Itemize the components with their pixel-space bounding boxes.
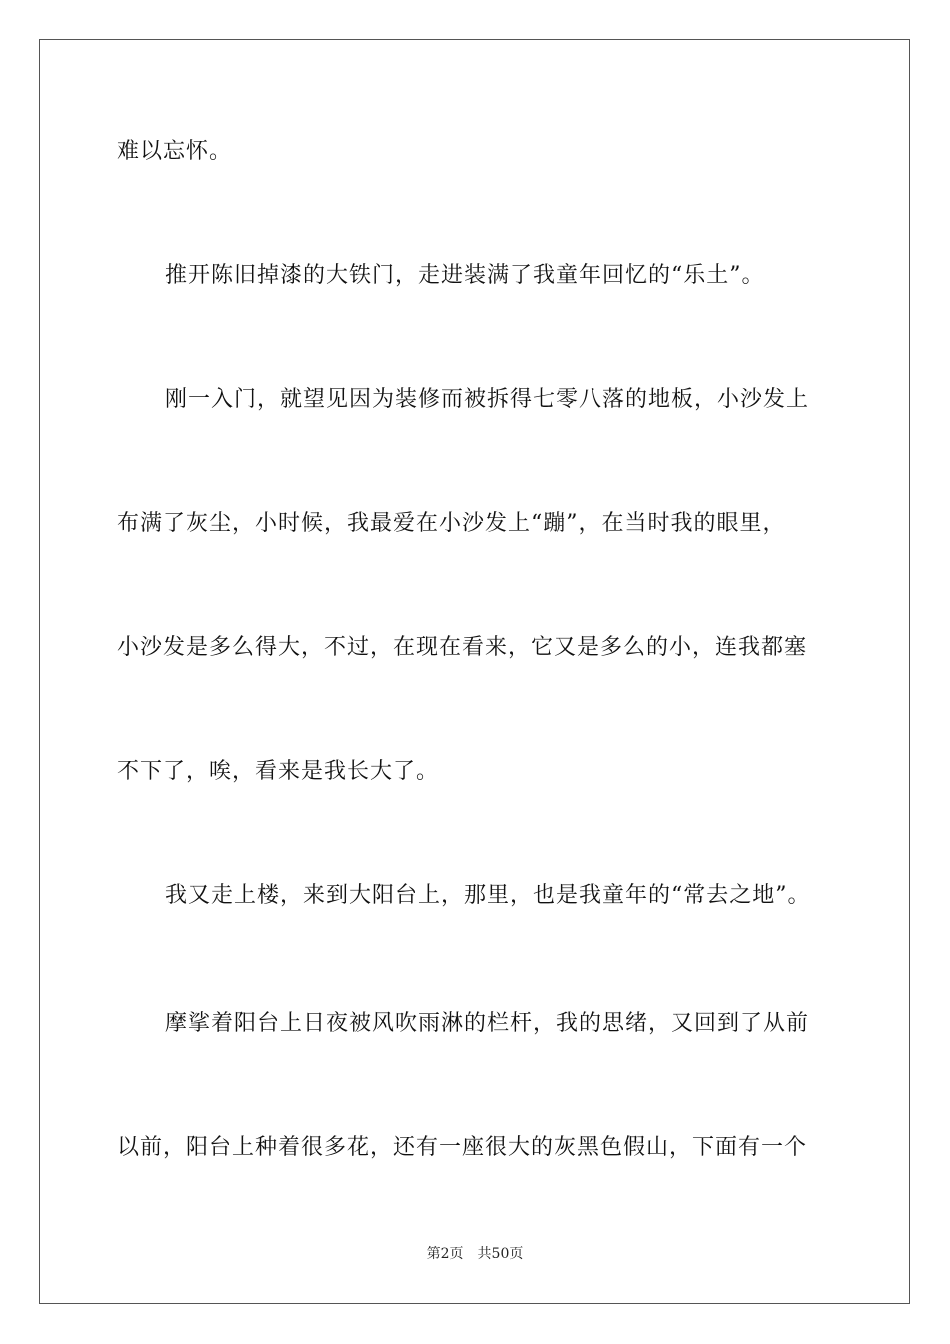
text-line-1: 难以忘怀。	[117, 139, 233, 164]
text-line-3: 刚一入门，就望见因为装修而被拆得七零八落的地板，小沙发上	[165, 387, 810, 412]
text-line-7: 我又走上楼，来到大阳台上，那里，也是我童年的“常去之地”。	[165, 883, 811, 908]
text-line-4: 布满了灰尘，小时候，我最爱在小沙发上“蹦”，在当时我的眼里，	[117, 511, 786, 536]
page-border	[39, 39, 910, 1304]
text-line-6: 不下了，唉，看来是我长大了。	[117, 759, 440, 784]
text-line-2: 推开陈旧掉漆的大铁门，走进装满了我童年回忆的“乐土”。	[165, 263, 765, 288]
text-line-9: 以前，阳台上种着很多花，还有一座很大的灰黑色假山，下面有一个	[117, 1135, 808, 1160]
page-total: 共50页	[477, 1246, 524, 1262]
page-number: 第2页	[426, 1246, 464, 1262]
text-line-8: 摩挲着阳台上日夜被风吹雨淋的栏杆，我的思绪，又回到了从前	[165, 1011, 810, 1036]
page-footer	[0, 1245, 950, 1263]
text-line-5: 小沙发是多么得大，不过，在现在看来，它又是多么的小，连我都塞	[117, 635, 808, 660]
